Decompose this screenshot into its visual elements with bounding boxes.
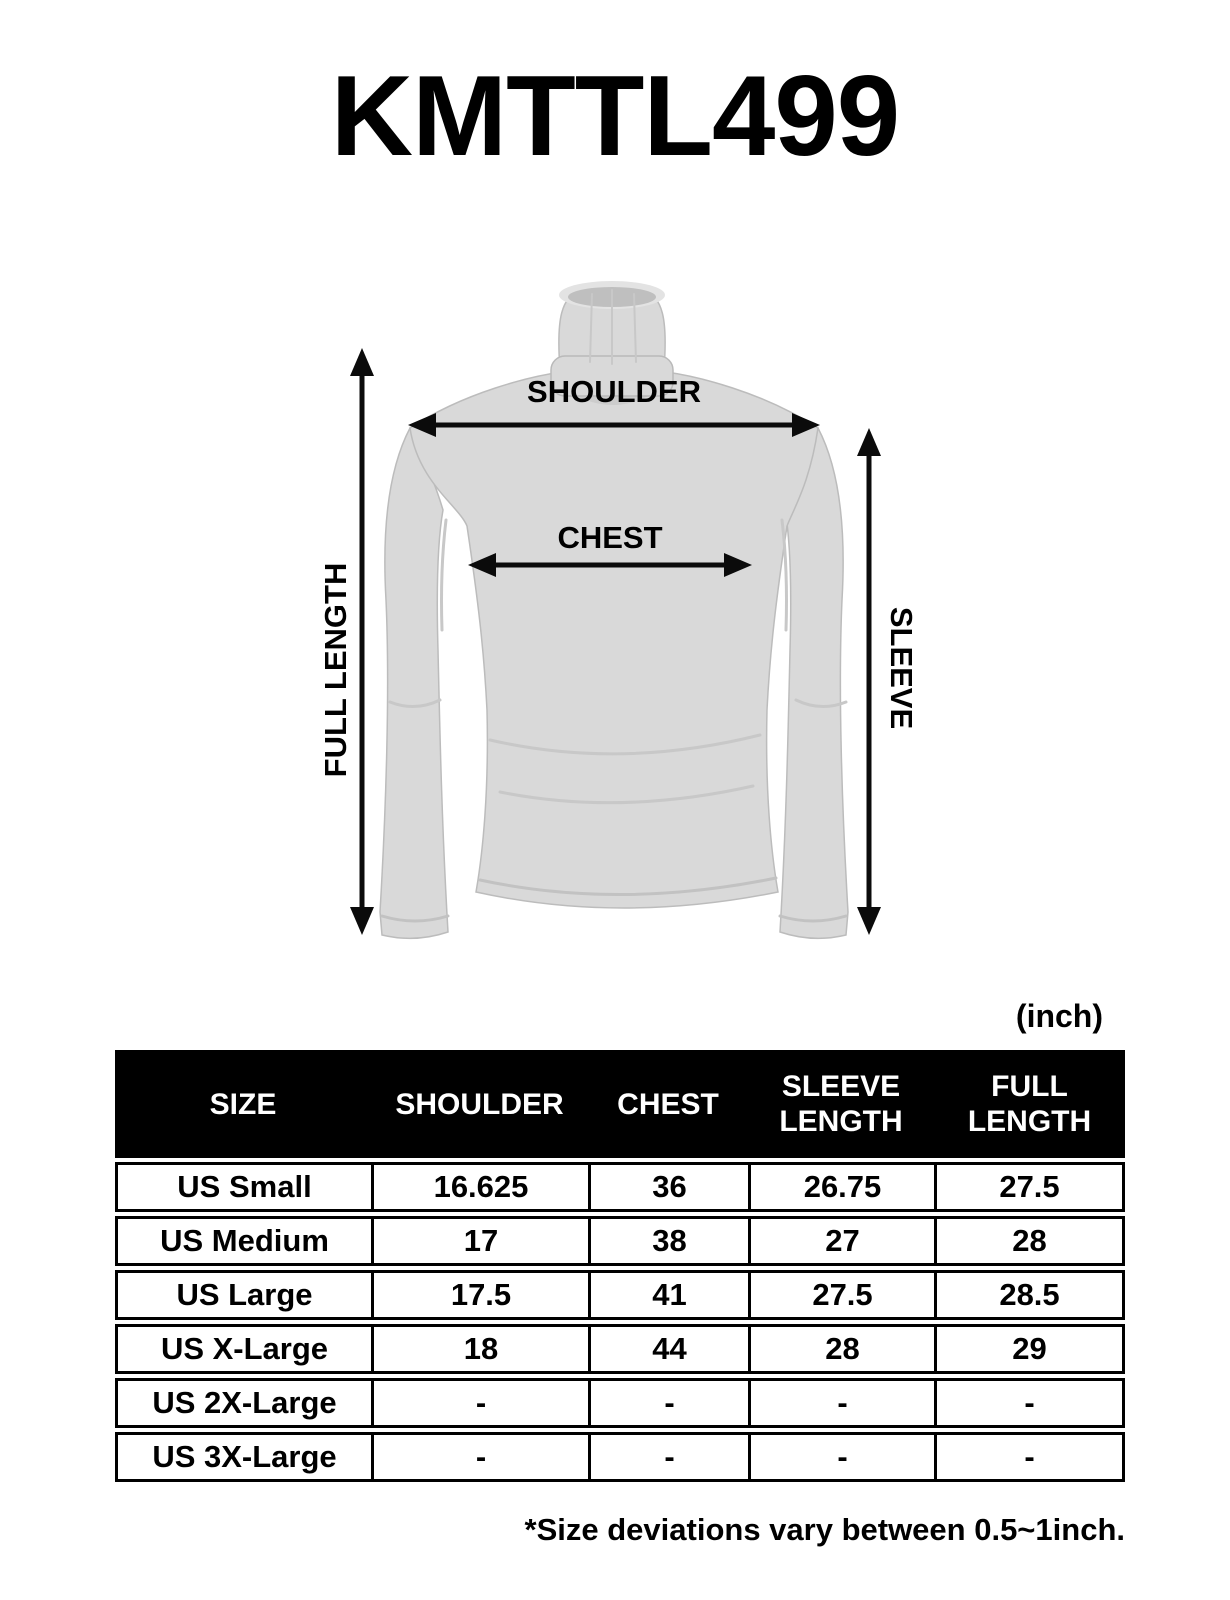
size-table	[115, 1050, 1125, 1482]
sleeve-arrow	[857, 428, 881, 935]
unit-label: (inch)	[1015, 998, 1103, 1034]
chest-measure-label: CHEST	[557, 520, 663, 555]
row-full-length-value: 28	[1012, 1223, 1047, 1258]
row-sleeve-value: 28	[751, 1327, 937, 1371]
row-full-length-value: -	[1024, 1385, 1035, 1420]
row-shoulder-value: 18	[374, 1327, 591, 1371]
table-row	[115, 1162, 1125, 1212]
turtleneck-diagram-svg	[290, 270, 950, 960]
shoulder-measure-label: SHOULDER	[527, 374, 701, 409]
row-shoulder-value: 17.5	[374, 1273, 591, 1317]
row-shoulder-value: -	[374, 1381, 591, 1425]
row-size-label: US X-Large	[118, 1327, 374, 1371]
table-row	[115, 1216, 1125, 1266]
row-size-label: US 2X-Large	[118, 1381, 374, 1425]
row-size-label: US Small	[118, 1165, 374, 1209]
header-sleeve-length: SLEEVE LENGTH	[779, 1070, 903, 1138]
table-row	[115, 1378, 1125, 1428]
sleeve-measure-label: SLEEVE	[884, 606, 919, 730]
row-sleeve-value: 26.75	[751, 1165, 937, 1209]
row-sleeve-value: 27.5	[751, 1273, 937, 1317]
row-chest-value: 36	[591, 1165, 751, 1209]
row-size-label: US Medium	[118, 1219, 374, 1263]
header-shoulder: SHOULDER	[395, 1087, 564, 1121]
row-chest-value: 44	[591, 1327, 751, 1371]
shirt-left-sleeve	[380, 428, 448, 938]
product-title: KMTTL499	[330, 53, 900, 180]
row-chest-value: 38	[591, 1219, 751, 1263]
full-length-measure-label: FULL LENGTH	[318, 562, 353, 778]
row-size-label: US Large	[118, 1273, 374, 1317]
table-row	[115, 1270, 1125, 1320]
row-chest-value: 41	[591, 1273, 751, 1317]
row-full-length-value: 27.5	[999, 1169, 1060, 1204]
header-chest: CHEST	[617, 1087, 719, 1121]
row-shoulder-value: -	[374, 1435, 591, 1479]
row-full-length-value: 28.5	[999, 1277, 1060, 1312]
row-chest-value: -	[591, 1435, 751, 1479]
row-size-label: US 3X-Large	[118, 1435, 374, 1479]
header-size: SIZE	[209, 1087, 277, 1121]
header-full-length: FULL LENGTH	[967, 1070, 1092, 1138]
row-sleeve-value: 27	[751, 1219, 937, 1263]
row-chest-value: -	[591, 1381, 751, 1425]
row-sleeve-value: -	[751, 1435, 937, 1479]
table-row	[115, 1432, 1125, 1482]
row-sleeve-value: -	[751, 1381, 937, 1425]
product-measurement-diagram	[290, 270, 950, 960]
row-full-length-value: -	[1024, 1439, 1035, 1474]
full-length-arrow	[350, 348, 374, 935]
row-shoulder-value: 16.625	[374, 1165, 591, 1209]
row-full-length-value: 29	[1012, 1331, 1047, 1366]
size-table-header	[115, 1050, 1125, 1158]
row-shoulder-value: 17	[374, 1219, 591, 1263]
table-row	[115, 1324, 1125, 1374]
size-deviation-footnote: *Size deviations vary between 0.5~1inch.	[524, 1512, 1125, 1547]
shirt-torso	[410, 372, 818, 908]
